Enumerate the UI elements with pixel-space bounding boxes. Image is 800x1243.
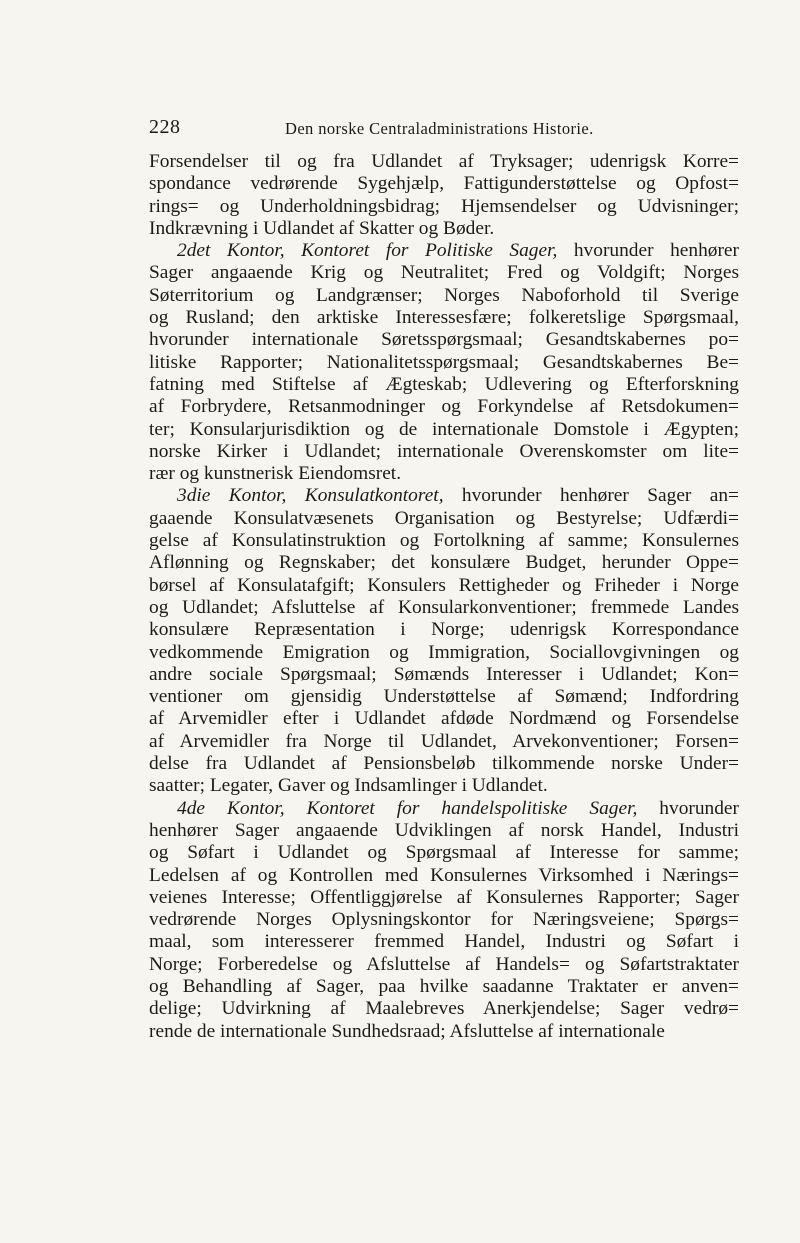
paragraph <box>149 485 739 797</box>
text-line <box>149 887 739 909</box>
text-line <box>149 976 739 998</box>
line-text: rings= og Underholdningsbidrag; Hjemsendelser og Udvisninger; <box>149 195 739 217</box>
line-text: rær og kunstnerisk Eiendomsret. <box>149 463 402 485</box>
paragraph <box>149 240 739 485</box>
line-text: hvorunder henhører <box>557 240 739 262</box>
text-line <box>149 530 739 552</box>
line-text: ventioner om gjensidig Understøttelse af Sømænd; Indfordring <box>149 686 739 708</box>
line-text: hvorunder henhører Sager an= <box>443 485 739 507</box>
text-line <box>149 329 739 351</box>
body-text <box>149 151 739 1043</box>
text-line <box>149 463 739 485</box>
text-line <box>149 196 739 218</box>
line-text: ter; Konsularjurisdiktion og de internationale Domstole i Ægypten; <box>149 418 739 440</box>
line-text: Norge; Forberedelse og Afsluttelse af Handels= og Søfartstraktater <box>149 953 739 975</box>
line-text: norske Kirker i Udlandet; internationale Overenskomster om lite= <box>149 440 739 462</box>
line-text: vedrørende Norges Oplysningskontor for Næringsveiene; Spørgs= <box>149 909 739 931</box>
line-text: Aflønning og Regnskaber; det konsulære Budget, herunder Oppe= <box>149 552 739 574</box>
text-line <box>149 708 739 730</box>
line-text: spondance vedrørende Sygehjælp, Fattigunderstøttelse og Opfost= <box>149 173 739 195</box>
text-line <box>149 865 739 887</box>
line-text: hvorunder internationale Søretsspørgsmaal; Gesandtskabernes po= <box>149 329 739 351</box>
line-text: og Behandling af Sager, paa hvilke saadanne Traktater er anven= <box>149 975 739 997</box>
office-heading: 4de Kontor, Kontoret for handelspolitiske Sager, <box>177 797 638 819</box>
text-line <box>149 218 739 240</box>
text-line <box>149 441 739 463</box>
text-line <box>149 686 739 708</box>
line-text: veienes Interesse; Offentliggjørelse af Konsulernes Rapporter; Sager <box>149 886 739 908</box>
text-line <box>149 798 739 820</box>
paragraph <box>149 798 739 1043</box>
line-text: Sager angaaende Krig og Neutralitet; Fred og Voldgift; Norges <box>149 262 739 284</box>
text-line <box>149 820 739 842</box>
text-line <box>149 642 739 664</box>
text-line <box>149 419 739 441</box>
line-text: og Udlandet; Afsluttelse af Konsularkonventioner; fremmede Landes <box>149 596 739 618</box>
text-line <box>149 1021 739 1043</box>
text-line <box>149 307 739 329</box>
text-line <box>149 485 739 507</box>
text-line <box>149 931 739 953</box>
line-text: hvorunder <box>637 797 739 819</box>
line-text: konsulære Repræsentation i Norge; udenrigsk Korrespondance <box>149 619 739 641</box>
line-text: andre sociale Spørgsmaal; Sømænds Interesser i Udlandet; Kon= <box>149 663 739 685</box>
line-text: Søterritorium og Landgrænser; Norges Naboforhold til Sverige <box>149 284 739 306</box>
line-text: rende de internationale Sundhedsraad; Afsluttelse af internationale <box>149 1020 665 1042</box>
office-heading: 2det Kontor, Kontoret for Politiske Sager, <box>177 240 558 262</box>
text-line <box>149 597 739 619</box>
line-text: af Arvemidler efter i Udlandet afdøde Nordmænd og Forsendelse <box>149 708 739 730</box>
text-line <box>149 909 739 931</box>
line-text: gelse af Konsulatinstruktion og Fortolkning af samme; Konsulernes <box>149 530 739 552</box>
text-line <box>149 396 739 418</box>
text-line <box>149 842 739 864</box>
text-line <box>149 954 739 976</box>
line-text: saatter; Legater, Gaver og Indsamlinger i Udlandet. <box>149 775 548 797</box>
paragraph <box>149 151 739 240</box>
text-line <box>149 240 739 262</box>
line-text: af Forbrydere, Retsanmodninger og Forkyndelse af Retsdokumen= <box>149 396 739 418</box>
running-head <box>149 116 739 146</box>
line-text: vedkommende Emigration og Immigration, Sociallovgivningen og <box>149 641 739 663</box>
text-line <box>149 575 739 597</box>
text-line <box>149 552 739 574</box>
text-line <box>149 173 739 195</box>
line-text: børsel af Konsulatafgift; Konsulers Rettigheder og Friheder i Norge <box>149 574 739 596</box>
page-number: 228 <box>149 116 181 138</box>
line-text: henhører Sager angaaende Udviklingen af norsk Handel, Industri <box>149 819 739 841</box>
text-line <box>149 285 739 307</box>
office-heading: 3die Kontor, Konsulatkontoret, <box>177 485 444 507</box>
text-line <box>149 664 739 686</box>
text-line <box>149 998 739 1020</box>
line-text: fatning med Stiftelse af Ægteskab; Udlevering og Efterforskning <box>149 373 739 395</box>
text-line <box>149 508 739 530</box>
line-text: gaaende Konsulatvæsenets Organisation og Bestyrelse; Udfærdi= <box>149 507 739 529</box>
text-line <box>149 151 739 173</box>
line-text: maal, som interesserer fremmed Handel, Industri og Søfart i <box>149 931 739 953</box>
text-line <box>149 775 739 797</box>
line-text: Indkrævning i Udlandet af Skatter og Bøder. <box>149 217 495 239</box>
line-text: delige; Udvirkning af Maalebreves Anerkjendelse; Sager vedrø= <box>149 998 739 1020</box>
line-text: og Søfart i Udlandet og Spørgsmaal af Interesse for samme; <box>149 842 739 864</box>
text-line <box>149 619 739 641</box>
line-text: litiske Rapporter; Nationalitetsspørgsmaal; Gesandtskabernes Be= <box>149 351 739 373</box>
line-text: Ledelsen af og Kontrollen med Konsulernes Virksomhed i Nærings= <box>149 864 739 886</box>
text-line <box>149 731 739 753</box>
line-text: og Rusland; den arktiske Interessesfære; folkeretslige Spørgsmaal, <box>149 307 739 329</box>
text-line <box>149 374 739 396</box>
text-line <box>149 753 739 775</box>
line-text: Forsendelser til og fra Udlandet af Tryksager; udenrigsk Korre= <box>149 151 739 172</box>
line-text: af Arvemidler fra Norge til Udlandet, Arvekonventioner; Forsen= <box>149 730 739 752</box>
line-text: delse fra Udlandet af Pensionsbeløb tilkommende norske Under= <box>149 753 739 775</box>
running-title: Den norske Centraladministrations Historie. <box>285 119 594 138</box>
text-line <box>149 352 739 374</box>
text-line <box>149 262 739 284</box>
